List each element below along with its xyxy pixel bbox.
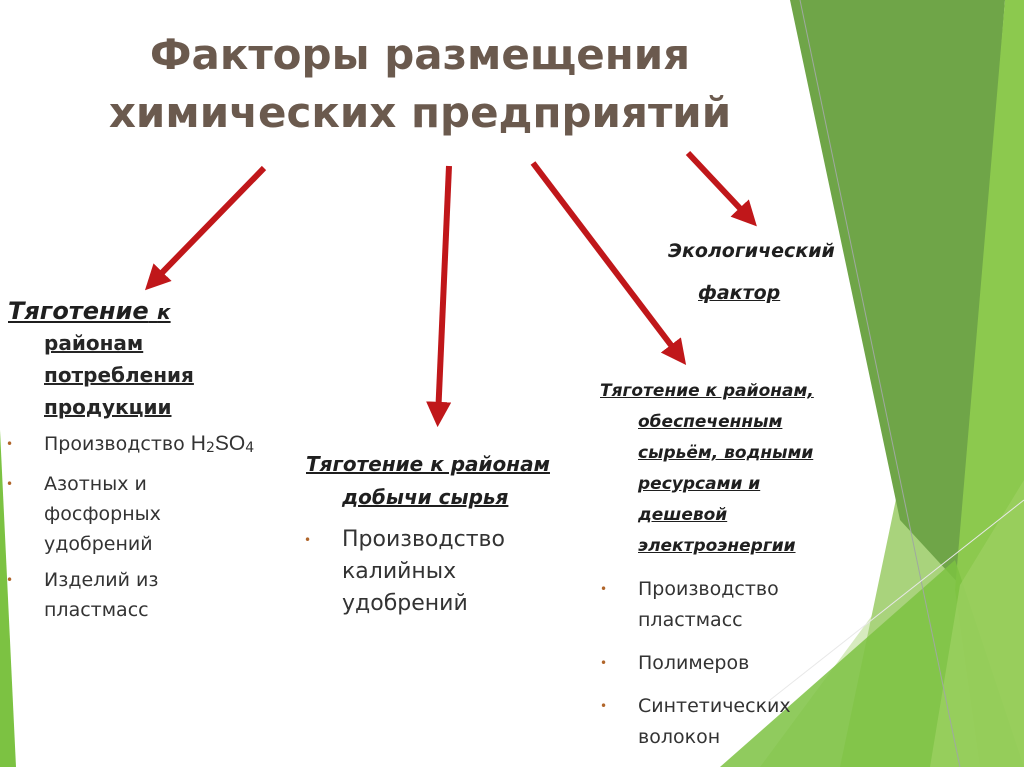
resources-heading-line: обеспеченным xyxy=(638,412,783,432)
list-item-line: Производство xyxy=(638,578,779,600)
bullet-icon: • xyxy=(600,582,608,596)
formula-h: H xyxy=(190,432,206,455)
formula-so: SO xyxy=(214,432,246,455)
formula-sub-4: 4 xyxy=(245,440,255,456)
consumption-heading-line: районам xyxy=(44,331,144,355)
consumption-heading-line: потребления xyxy=(44,363,194,387)
consumption-list xyxy=(6,429,308,625)
bullet-icon: • xyxy=(6,477,14,491)
list-item-line: калийных xyxy=(342,559,457,584)
list-item xyxy=(6,565,308,625)
resources-heading-line: Тяготение к районам, xyxy=(600,381,814,401)
resources-block xyxy=(600,376,870,765)
arrow-to-ecological xyxy=(688,153,750,219)
list-item-line: Азотных и xyxy=(44,473,147,495)
list-item-line: удобрений xyxy=(44,533,153,555)
ecological-line-2: фактор xyxy=(698,282,781,304)
extraction-heading-line: добычи сырья xyxy=(342,485,509,509)
consumption-heading-k: к xyxy=(157,300,171,324)
list-item-line: волокон xyxy=(638,726,721,748)
list-item-line: Синтетических xyxy=(638,695,791,717)
ecological-line-1: Экологический xyxy=(668,240,835,262)
resources-heading-line: дешевой xyxy=(638,505,728,525)
resources-heading-line: ресурсами и xyxy=(638,474,761,494)
resources-list xyxy=(600,574,870,753)
list-item xyxy=(6,429,308,463)
ecological-line-2-wrap xyxy=(668,278,835,308)
resources-heading-line: сырьём, водными xyxy=(638,443,814,463)
extraction-heading xyxy=(306,448,606,514)
resources-heading-line: электроэнергии xyxy=(638,536,796,556)
bullet-icon: • xyxy=(6,573,14,587)
list-item-line: Полимеров xyxy=(638,652,750,674)
bullet-icon: • xyxy=(600,699,608,713)
extraction-block xyxy=(306,448,606,620)
consumption-heading-line: продукции xyxy=(44,395,172,419)
list-item xyxy=(600,691,870,753)
extraction-list xyxy=(304,524,606,620)
bullet-icon: • xyxy=(6,437,14,451)
extraction-heading-line: Тяготение к районам xyxy=(306,452,550,476)
bullet-icon: • xyxy=(304,533,312,547)
list-item-line: удобрений xyxy=(342,591,468,616)
consumption-block xyxy=(8,296,308,631)
ecological-factor xyxy=(668,236,835,308)
list-item xyxy=(600,648,870,679)
formula-sub-2: 2 xyxy=(205,440,215,456)
list-item-line: Производство xyxy=(342,527,505,552)
list-item-line: пластмасс xyxy=(638,609,743,631)
resources-heading xyxy=(600,376,870,562)
consumption-heading-main: Тяготение xyxy=(8,297,149,325)
list-item-text: Производство xyxy=(44,433,191,455)
list-item xyxy=(600,574,870,636)
list-item-line: Изделий из xyxy=(44,569,159,591)
title-line-2: химических предприятий xyxy=(108,88,732,137)
bullet-icon: • xyxy=(600,656,608,670)
list-item-line: фосфорных xyxy=(44,503,161,525)
arrow-to-resources xyxy=(533,163,680,357)
consumption-heading xyxy=(8,296,308,327)
page-title xyxy=(60,26,780,142)
arrow-to-extraction xyxy=(438,166,449,417)
arrow-to-consumption xyxy=(152,168,264,283)
list-item xyxy=(304,524,606,620)
list-item xyxy=(6,469,308,559)
title-line-1: Факторы размещения xyxy=(149,30,691,79)
list-item-line: пластмасс xyxy=(44,599,149,621)
